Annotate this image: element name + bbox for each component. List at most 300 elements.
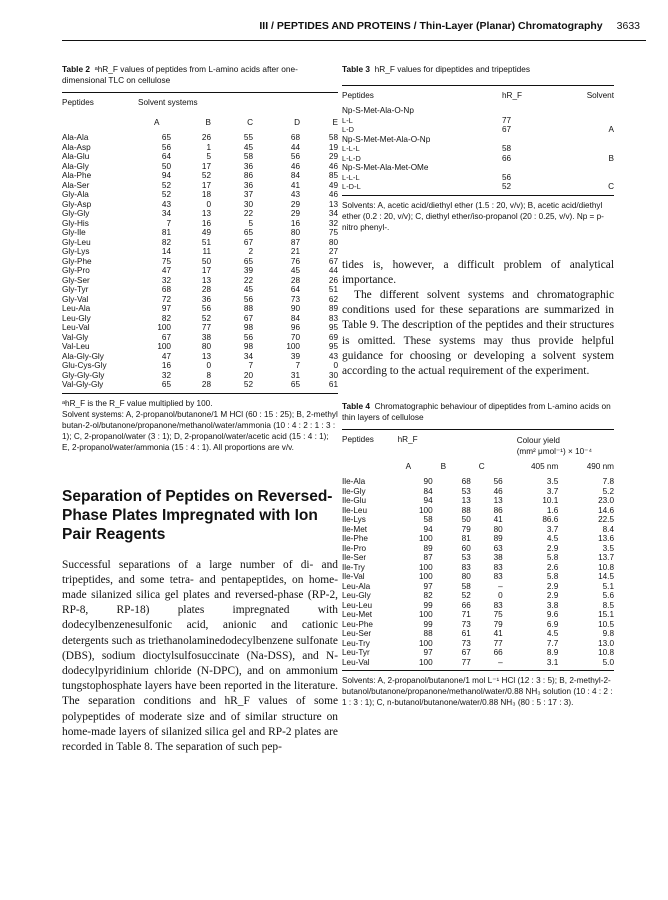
table4-value-cell: 15.1 [598,610,614,620]
table4-value-cell: 46 [493,486,503,496]
table2-peptide-cell: Gly-Gly [62,209,90,218]
table3-peptide-cell: Np-S-Met-Met-Ala-O-Np [342,134,431,144]
table4-value-cell: – [498,657,503,667]
table2-value-cell: 32 [161,275,171,285]
table4-value-cell: 100 [418,505,433,515]
table3-caption-text: hR_F values for dipeptides and tripeptides [374,64,531,74]
table3-peptide-cell: L-L [342,115,353,125]
table3-peptide-cell: L-L-D [342,153,361,163]
table3-hrf-cell: 66 [502,153,512,163]
table4-value-cell: 80 [461,572,471,582]
table2-value-cell: 65 [161,380,171,389]
table4-peptide-cell: Ile-Try [342,562,365,572]
table-row [62,333,338,343]
table3-solvent-cell [564,173,614,183]
table3-hrf-cell: 67 [502,125,512,134]
table3-caption [342,64,614,75]
table4-value-cell: 7.7 [546,638,559,648]
table4-value-cell: 2.9 [546,581,559,591]
table2-value-cell: 97 [161,304,171,313]
table2-col-header: D [294,118,300,128]
table2-value-cell: 47 [161,266,171,275]
table2-value-cell: 58 [328,133,338,142]
table4-value-cell: 94 [423,524,433,534]
table2-value-cell: 13 [201,275,211,285]
table2-value-cell: 83 [328,313,338,323]
table3-hrf-cell [502,163,564,173]
table2-value-cell: 65 [243,256,253,266]
table4-value-cell: 88 [423,629,433,639]
table4-peptide-cell: Ile-Pro [342,543,367,553]
table2-value-cell: 61 [328,380,338,389]
table2-value-cell: 90 [290,304,300,313]
table2-value-cell: 22 [243,209,253,218]
table2-value-cell: 7 [295,361,300,370]
table4-peptide-cell: Ile-Gly [342,486,366,496]
table4-value-cell: 3.1 [546,657,559,667]
table2-value-cell: 5 [206,152,211,161]
table-row [62,342,338,352]
table2-value-cell: 28 [290,275,300,285]
table2-value-cell: 26 [328,275,338,285]
table4-value-cell: 13.7 [598,553,614,563]
table2-value-cell: 7 [166,218,171,228]
table4-value-cell: 53 [461,486,471,496]
table2-value-cell: 58 [243,152,253,161]
table2-peptide-cell: Leu-Ala [62,304,91,313]
table2-col-header: A [154,118,160,128]
table4-value-cell: 84 [423,486,433,496]
table4-peptide-cell: Ile-Lys [342,515,366,525]
table2-peptide-cell: Gly-Asp [62,199,92,209]
table4-peptide-cell: Ile-Glu [342,496,367,506]
table4-value-cell: 100 [418,638,433,648]
table2-value-cell: 88 [243,304,253,313]
table2-value-cell: 32 [161,370,171,380]
table2-col-peptides: Peptides [62,98,94,108]
table4-peptide-cell: Ile-Val [342,572,365,582]
table-row [342,572,614,582]
table2-value-cell: 50 [201,256,211,266]
table4-value-cell: 10.8 [598,648,614,658]
table2-value-cell: 29 [328,152,338,161]
table2-value-cell: 56 [243,294,253,304]
table2-value-cell: 72 [161,294,171,304]
table4-value-cell: 100 [418,534,433,544]
table3-footnote: Solvents: A, acetic acid/diethyl ether (1.5 : 20, v/v); B, acetic acid/diethyl ether (0.2 : 20, v/v); C, diethyl ether/iso-propanol (20 : 0.25, v/v). Np = p-nitro phenyl-. [342,200,604,232]
table-row [342,544,614,554]
table-row [342,125,614,135]
table4-value-cell: 5.8 [546,553,559,563]
table3-hrf-cell [502,106,564,116]
table3-col-hrf: hR_F [502,91,523,101]
table2-value-cell: 67 [161,332,171,342]
table4-value-cell: 83 [461,562,471,572]
table2 [62,93,338,390]
table2-value-cell: 75 [328,228,338,237]
table4-footnote: Solvents: A, 2-propanol/butanone/1 mol L⁻¹ HCl (12 : 3 : 5); B, 2-methyl-2-butanol/butanone/propanone/methanol/water/0.88 NH₃ solution (10 : 4 : 2 : 1 : 3 : 1); C, n-butanol/butanone/water/0.88 NH₃ (80 : 5 : 17 : 3). [342,676,613,708]
table4-label: Table 4 [342,401,370,412]
table4-value-cell: 97 [423,581,433,591]
table3-col-peptides: Peptides [342,91,374,101]
table-row [62,238,338,248]
table2-value-cell: 67 [243,313,253,323]
table4-peptide-cell: Leu-Val [342,657,370,667]
table-row [62,181,338,191]
table2-col-header: C [247,118,253,128]
table2-value-cell: 65 [243,228,253,237]
table2-value-cell: 67 [243,237,253,247]
table2-value-cell: 31 [290,370,300,380]
table2-value-cell: 28 [201,285,211,294]
table2-value-cell: 80 [201,342,211,351]
table4-value-cell: 3.8 [546,600,559,610]
table2-value-cell: 46 [328,190,338,199]
section-heading: Separation of Peptides on Reversed-Phase Plates Impregnated with Ion Pair Reagents [62,487,333,543]
table2-value-cell: 0 [333,361,338,370]
section-paragraph-1: Successful separations of a large number of di- and tripeptides, and some tetra- and pentapeptides, on home-made silanized silica gel plates and reversed-phase (RP-2, RP-8, RP-18) plates impregnated with dodecylbenzenesulfonic acid, anionic and cationic detergents such as triethanolaminedodecylbenzene sulfonate (DBS), sodium dioctylsulfosuccinate (Na-DSS), and N-dodecylpyridinium chloride (N-DPC), and on ammonium tungstophosphate layers have been reported in the literature. The separation conditions and hR_F values of some polypeptides of moderate size and of similar structure on home-made layers of silanized silica gel and RP-2 plates are recorded in Table 8. The separation of such pep- [62,558,338,753]
table2-value-cell: 52 [201,171,211,180]
table4-value-cell: 3.7 [546,486,559,496]
table2-value-cell: 65 [161,133,171,142]
table2-value-cell: 0 [206,199,211,209]
table4-value-cell: 23.0 [598,496,614,506]
table2-label: Table 2 [62,64,90,74]
table4-value-cell: 82 [423,591,433,601]
table4-value-cell: 61 [461,629,471,639]
table4-peptide-cell: Leu-Phe [342,619,373,629]
table2-value-cell: 49 [201,228,211,237]
table2-value-cell: 89 [328,304,338,313]
table2-value-cell: 55 [243,133,253,142]
table4-value-cell: 4.5 [546,629,559,639]
table4-value-cell: 13 [493,496,503,506]
table2-value-cell: 7 [248,361,253,370]
table2-value-cell: 29 [290,209,300,218]
table4-value-cell: 3.7 [546,524,559,534]
table4-value-cell: 60 [461,543,471,553]
table2-peptide-cell: Gly-Phe [62,256,92,266]
table2-value-cell: 41 [290,180,300,190]
table4-col-colour: Colour yield [516,436,560,446]
table-row [342,629,614,639]
table2-value-cell: 65 [290,380,300,389]
section-paragraph-2: The different solvent systems and chromatographic conditions used for these separations are summarized in Table 9. The description of the peptides and their structures is omitted. These systems may thus provide helpful guidance for choosing or developing a solvent system according to the actual requirement of the experiment. [342,288,614,377]
table4-value-cell: 73 [461,619,471,629]
table4-value-cell: 10.5 [598,619,614,629]
table-row [62,162,338,172]
running-head [0,20,640,32]
table4-value-cell: 4.5 [546,534,559,544]
table2-peptide-cell: Ala-Ala [62,133,89,142]
table2-value-cell: 52 [201,313,211,323]
table4-peptide-cell: Leu-Ser [342,629,372,639]
table3-col-solvent: Solvent [586,91,614,101]
table2-value-cell: 80 [290,228,300,237]
table4-value-cell: 58 [461,581,471,591]
table2-col-header: E [332,118,338,128]
table2-value-cell: 86 [243,171,253,180]
table2-value-cell: 38 [201,332,211,342]
table-row [62,295,338,305]
table3-solvent-cell [564,163,614,173]
table2-value-cell: 98 [243,323,253,332]
table4-value-cell: 88 [461,505,471,515]
table3-hrf-cell: 56 [502,172,512,182]
table2-value-cell: 56 [243,332,253,342]
table2-peptide-cell: Gly-Val [62,294,89,304]
table2-value-cell: 73 [290,294,300,304]
table2-value-cell: 75 [161,256,171,266]
table4-value-cell: 83 [493,572,503,582]
table2-value-cell: 87 [290,237,300,247]
table3-solvent-cell: C [608,182,614,191]
table-row [342,154,614,164]
table4-value-cell: 10.1 [542,496,559,506]
table4-value-cell: 3.5 [602,543,614,553]
table2-value-cell: 36 [243,180,253,190]
table4-peptide-cell: Leu-Try [342,638,370,648]
table-row [342,144,614,154]
table2-peptide-cell: Glu-Cys-Gly [62,361,107,370]
table4-value-cell: 83 [493,600,503,610]
table4-peptide-cell: Leu-Leu [342,600,373,610]
table-row [62,209,338,219]
table2-value-cell: 1 [206,142,211,152]
table2-value-cell: 36 [243,161,253,171]
table2-value-cell: 19 [328,142,338,152]
table-row [62,257,338,267]
table3-solvent-cell: B [608,153,614,163]
table2-value-cell: 94 [161,171,171,180]
table2-peptide-cell: Ala-Phe [62,171,92,180]
table4-value-cell: – [498,581,503,591]
table4-value-cell: 87 [423,553,433,563]
table2-value-cell: 26 [201,133,211,142]
table-row [62,200,338,210]
table3-hrf-cell: 77 [502,115,512,125]
table4-value-cell: 68 [461,477,471,487]
table2-value-cell: 67 [328,256,338,266]
table2-value-cell: 85 [328,171,338,180]
table4-value-cell: 8.4 [602,524,614,534]
table2-bottom-rule [62,393,338,394]
table2-peptide-cell: Val-Gly [62,332,89,342]
table4-value-cell: 41 [493,515,503,525]
table-row [342,515,614,525]
table2-value-cell: 45 [290,266,300,275]
table3-solvent-cell [564,135,614,145]
table2-value-cell: 52 [161,190,171,199]
table2-peptide-cell: Val-Leu [62,342,90,351]
table4-value-cell: 73 [461,638,471,648]
table-row [62,314,338,324]
table2-col-blank [62,113,138,133]
table4-value-cell: 50 [461,515,471,525]
table4-value-cell: 13.6 [598,534,614,544]
table2-value-cell: 5 [248,218,253,228]
table2-value-cell: 46 [290,161,300,171]
table-row [342,601,614,611]
table4-value-cell: 9.6 [546,610,559,620]
table4-value-cell: 86 [493,505,503,515]
table2-peptide-cell: Ala-Gly-Gly [62,351,104,361]
table4-value-cell: 90 [423,477,433,487]
table2-footnote-solvents: Solvent systems: A, 2-propanol/butanone/1 M HCl (60 : 15 : 25); B, 2-methyl butan-2-ol/butanone/propanone/methanol/water/ammonia (10 : 4 : 2 : 1 : 3 : 1); C, 2-propanol/water (3 : 1); D, 2-propanol/water/acetic acid (15 : 4 : 1); E, 2-propanol/water/ammonia (15 : 4 : 1). All proportions are v/v. [62,409,338,452]
table4-peptide-cell: Leu-Met [342,610,373,620]
table4-peptide-cell: Ile-Ala [342,477,366,487]
table3-solvent-cell [564,116,614,126]
table2-value-cell: 44 [290,142,300,152]
table3-peptide-cell: Np-S-Met-Ala-O-Np [342,106,414,115]
table-row [62,133,338,143]
table2-value-cell: 69 [328,332,338,342]
table4-value-cell: 89 [493,534,503,544]
table-row [342,182,614,192]
table2-value-cell: 21 [290,247,300,256]
table3-hrf-cell: 58 [502,144,512,153]
table2-value-cell: 39 [243,266,253,275]
table-row [342,135,614,145]
table-row [342,591,614,601]
table2-value-cell: 68 [290,133,300,142]
table2-value-cell: 14 [161,247,171,256]
table2-peptide-cell: Ala-Asp [62,142,91,152]
table4-value-cell: 86.6 [542,515,559,525]
table4-value-cell: 81 [461,534,471,544]
table2-value-cell: 68 [161,285,171,294]
table-row [342,173,614,183]
table4-value-cell: 9.8 [602,629,614,639]
table2-value-cell: 39 [290,351,300,361]
table2-value-cell: 0 [206,361,211,370]
table4-col-blank [342,457,398,477]
table2-value-cell: 84 [290,171,300,180]
table2-value-cell: 62 [328,294,338,304]
table2-value-cell: 84 [290,313,300,323]
table4-value-cell: 7.8 [602,477,614,487]
table2-value-cell: 70 [290,332,300,342]
table4-value-cell: 14.5 [598,572,614,582]
table2-peptide-cell: Ala-Glu [62,152,90,161]
table-row [342,563,614,573]
table2-caption-text: ᵃhR_F values of peptides from L-amino acids after one-dimensional TLC on cellulose [62,64,298,85]
table2-value-cell: 100 [157,342,171,351]
table4-col-header: B [440,462,447,472]
table-row [62,266,338,276]
table2-value-cell: 34 [328,209,338,218]
table4-value-cell: 2.9 [546,591,559,601]
table2-peptide-cell: Ala-Ser [62,180,90,190]
table2-value-cell: 47 [161,351,171,361]
table2-value-cell: 8 [206,370,211,380]
table3-peptide-cell: Np-S-Met-Ala-Met-OMe [342,163,429,172]
table4-peptide-cell: Ile-Ser [342,553,367,563]
table2-value-cell: 96 [290,323,300,332]
table2-value-cell: 64 [290,285,300,294]
table-row [62,285,338,295]
table3-solvent-cell [564,106,614,116]
table2-value-cell: 45 [243,285,253,294]
table2-peptide-cell: Val-Gly-Gly [62,380,104,389]
table2-value-cell: 82 [161,237,171,247]
table4-value-cell: 22.5 [598,515,614,525]
table2-value-cell: 2 [248,247,253,256]
table4-col-header: 490 nm [586,462,614,472]
table4-value-cell: 10.8 [598,562,614,572]
table2-value-cell: 80 [328,237,338,247]
table4-value-cell: 14.6 [598,505,614,515]
table-row [62,219,338,229]
table-row [342,620,614,630]
table2-value-cell: 16 [201,218,211,228]
table4-value-cell: 5.1 [602,581,614,591]
table4-bottom-rule [342,670,614,671]
table4-col-peptides: Peptides [342,435,374,445]
table3-label: Table 3 [342,64,370,74]
table4-caption [342,401,614,423]
table4-value-cell: 5.2 [602,486,614,496]
table2-caption [62,64,338,86]
table2-value-cell: 17 [201,180,211,190]
table-row [342,648,614,658]
table4-value-cell: 8.9 [546,648,559,658]
table2-value-cell: 100 [157,323,171,332]
table4-value-cell: 77 [461,657,471,667]
table4-col-colour-unit: (mm² μmol⁻¹) × 10⁻⁴ [516,447,593,457]
table4-value-cell: 3.5 [546,477,559,487]
table2-peptide-cell: Gly-Tyr [62,285,89,294]
table4-value-cell: 2.9 [546,543,559,553]
table4-value-cell: 66 [461,600,471,610]
table3-solvent-cell: A [608,125,614,134]
table4-peptide-cell: Ile-Leu [342,505,368,515]
table2-peptide-cell: Gly-Pro [62,266,90,275]
table-row [62,171,338,181]
table-row [62,371,338,381]
table4-value-cell: 100 [418,562,433,572]
table4-value-cell: 97 [423,648,433,658]
table2-value-cell: 17 [201,161,211,171]
table-row [342,106,614,116]
table2-peptide-cell: Leu-Gly [62,313,91,323]
table2-value-cell: 18 [201,190,211,199]
table4-value-cell: 99 [423,600,433,610]
table4-value-cell: 80 [493,524,503,534]
table4-value-cell: 13.0 [598,638,614,648]
table2-value-cell: 11 [202,247,211,256]
table2-value-cell: 17 [201,266,211,275]
table4-peptide-cell: Leu-Tyr [342,648,370,658]
table2-value-cell: 20 [243,370,253,380]
table-row [342,487,614,497]
table3-peptide-cell: L-L-L [342,172,360,182]
table3 [342,86,614,192]
section-paragraph-continued: tides is, however, a difficult problem of analytical importance. [342,258,614,286]
table2-value-cell: 95 [328,342,338,351]
table2-value-cell: 37 [243,190,253,199]
table-row [342,116,614,126]
table2-peptide-cell: Gly-Ile [62,228,86,237]
table-row [342,496,614,506]
table3-hrf-cell: 52 [502,182,512,191]
table4-value-cell: 71 [461,610,471,620]
table4-peptide-cell: Ile-Phe [342,534,368,544]
table2-peptide-cell: Gly-Gly-Gly [62,370,105,380]
table3-peptide-cell: L-L-L [342,144,360,153]
table2-value-cell: 29 [290,199,300,209]
table4-value-cell: 5.0 [602,657,614,667]
